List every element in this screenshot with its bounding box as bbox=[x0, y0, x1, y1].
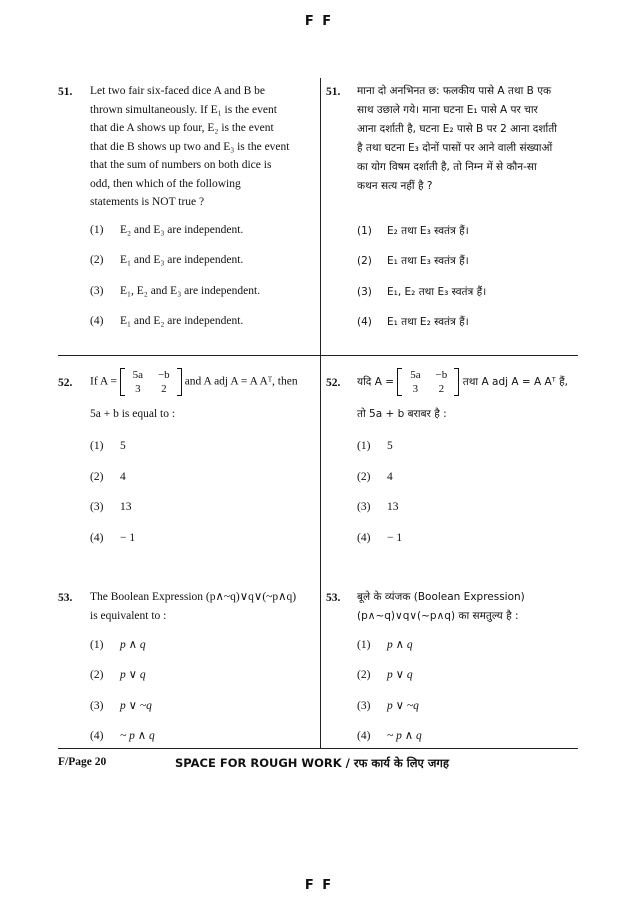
q51-option-4-hi: (4) E₁ तथा E₂ स्वतंत्र हैं। bbox=[357, 316, 469, 328]
rough-work-label: SPACE FOR ROUGH WORK / रफ कार्य के लिए जगह bbox=[175, 756, 449, 770]
q51-option-2-en: (2) E₁ and E₃ are independent. bbox=[90, 254, 244, 266]
line: Let two fair six-faced dice A and B be bbox=[90, 85, 265, 97]
q53-option-2-en: (2) p ∨ q bbox=[90, 669, 146, 681]
q52-prefix: If A = bbox=[90, 375, 117, 388]
q53-option-2-hi: (2) p ∨ q bbox=[357, 669, 413, 681]
line: that die B shows up two and E₃ is the event bbox=[90, 140, 290, 153]
column-divider bbox=[320, 78, 321, 748]
q52-option-4-en: (4) − 1 bbox=[90, 532, 136, 544]
matrix-A-hi: 5a −b 3 2 bbox=[397, 368, 459, 396]
q51-option-4-en: (4) E₁ and E₂ are independent. bbox=[90, 315, 244, 327]
q52-option-3-en: (3) 13 bbox=[90, 501, 132, 513]
q53-text-hi bbox=[357, 588, 582, 625]
line: साथ उछाले गये। माना घटना E₁ पासे A पर चार bbox=[357, 104, 538, 116]
line: बूले के व्यंजक (Boolean Expression) bbox=[357, 591, 525, 603]
line: कथन सत्य नहीं है ? bbox=[357, 180, 433, 192]
q53-text-en bbox=[90, 588, 315, 625]
line: है तथा घटना E₃ दोनों पासों पर आने वाली संख्याओं bbox=[357, 142, 553, 154]
q51-option-2-hi: (2) E₁ तथा E₃ स्वतंत्र हैं। bbox=[357, 255, 469, 267]
q53-number-hi: 53. bbox=[326, 592, 341, 604]
rough-work-rule bbox=[58, 748, 578, 749]
q52-suffix-hi: तथा A adj A = A Aᵀ हैं, bbox=[462, 376, 569, 388]
q51-option-1-en: (1) E₂ and E₃ are independent. bbox=[90, 224, 244, 236]
line: (p∧~q)∨q∨(~p∧q) का समतुल्य है : bbox=[357, 609, 519, 622]
line: आना दर्शाती है, घटना E₂ पासे B पर 2 आना दर्शाती bbox=[357, 123, 557, 135]
line: The Boolean Expression (p∧~q)∨q∨(~p∧q) bbox=[90, 591, 297, 603]
q51-number: 51. bbox=[58, 86, 73, 98]
page-label: F/Page 20 bbox=[58, 756, 107, 768]
q52-number: 52. bbox=[58, 377, 73, 389]
q53-option-3-en: (3) p ∨ ~q bbox=[90, 700, 152, 712]
q52-number-hi: 52. bbox=[326, 377, 341, 389]
divider-left-51 bbox=[58, 355, 320, 356]
q51-option-1-hi: (1) E₂ तथा E₃ स्वतंत्र हैं। bbox=[357, 225, 469, 237]
q53-option-4-hi: (4) ~ p ∧ q bbox=[357, 730, 422, 742]
q52-stem-en bbox=[90, 368, 315, 396]
q51-option-3-hi: (3) E₁, E₂ तथा E₃ स्वतंत्र हैं। bbox=[357, 286, 487, 298]
line: that the sum of numbers on both dice is bbox=[90, 159, 272, 171]
q52-stem-hi bbox=[357, 368, 582, 396]
line: odd, then which of the following bbox=[90, 177, 241, 190]
q52-option-1-en: (1) 5 bbox=[90, 440, 126, 452]
line: is equivalent to : bbox=[90, 609, 167, 622]
matrix-A: 5a −b 3 2 bbox=[120, 368, 182, 396]
q51-option-3-en: (3) E₁, E₂ and E₃ are independent. bbox=[90, 285, 261, 297]
q53-option-1-hi: (1) p ∧ q bbox=[357, 639, 413, 651]
line: thrown simultaneously. If E₁ is the event bbox=[90, 103, 277, 116]
footer-code: F F bbox=[304, 878, 334, 893]
q52-line2-hi: तो 5a + b बराबर है : bbox=[357, 408, 447, 420]
line: statements is NOT true ? bbox=[90, 196, 205, 208]
q51-text-hi bbox=[357, 82, 582, 196]
line: माना दो अनभिनत छ: फलकीय पासे A तथा B एक bbox=[357, 85, 552, 97]
q53-option-3-hi: (3) p ∨ ~q bbox=[357, 700, 419, 712]
q51-text-en bbox=[90, 82, 310, 212]
header-code: F F bbox=[304, 14, 334, 29]
q52-option-3-hi: (3) 13 bbox=[357, 501, 399, 513]
q52-suffix: and A adj A = A Aᵀ, then bbox=[184, 375, 298, 388]
q53-option-1-en: (1) p ∧ q bbox=[90, 639, 146, 651]
q53-number: 53. bbox=[58, 592, 73, 604]
line: का योग विषम दर्शाती है, तो निम्न में से कौन-सा bbox=[357, 161, 537, 173]
q52-option-2-en: (2) 4 bbox=[90, 471, 126, 483]
q52-option-2-hi: (2) 4 bbox=[357, 471, 393, 483]
q52-option-4-hi: (4) − 1 bbox=[357, 532, 403, 544]
q52-prefix-hi: यदि A = bbox=[357, 376, 395, 388]
q52-line2-en: 5a + b is equal to : bbox=[90, 408, 176, 420]
line: that die A shows up four, E₂ is the event bbox=[90, 122, 274, 134]
q53-option-4-en: (4) ~ p ∧ q bbox=[90, 730, 155, 742]
divider-right-51 bbox=[320, 355, 578, 356]
q52-option-1-hi: (1) 5 bbox=[357, 440, 393, 452]
q51-number-hi: 51. bbox=[326, 86, 341, 98]
